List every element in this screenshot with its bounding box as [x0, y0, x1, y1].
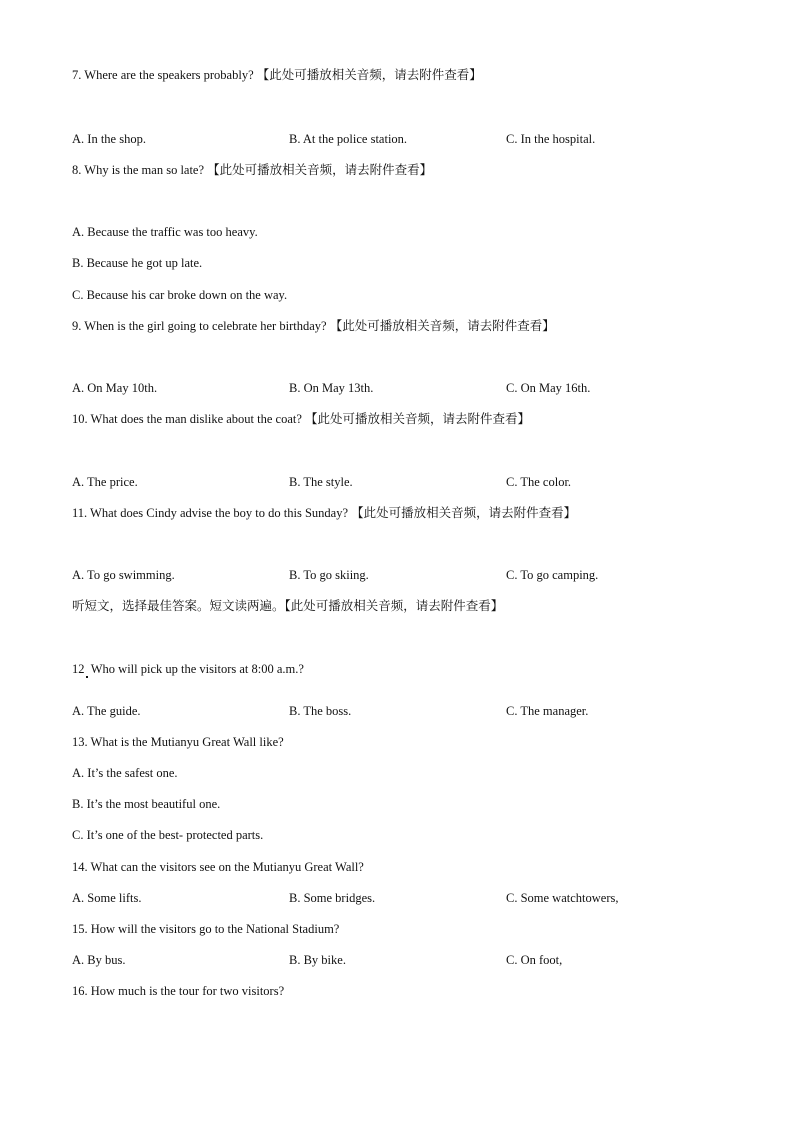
option-c: C. Because his car broke down on the way.: [72, 288, 288, 302]
stray-dot-mark: [86, 676, 88, 678]
option-a: A. It’s the safest one.: [72, 766, 178, 780]
option-b: B. Because he got up late.: [72, 256, 203, 270]
question-9: [72, 318, 555, 334]
option-c: C. To go camping.: [506, 568, 599, 582]
question-10-prompt: 10. What does the man dislike about the coat?: [72, 412, 302, 426]
question-number: 12: [72, 662, 85, 676]
option-c: C. On foot,: [506, 953, 563, 967]
option-a: A. To go swimming.: [72, 568, 175, 582]
question-13-prompt: 13. What is the Mutianyu Great Wall like?: [72, 735, 284, 749]
option-b: B. To go skiing.: [289, 568, 369, 582]
question-8: [72, 162, 432, 178]
option-c: C. It’s one of the best- protected parts.: [72, 828, 264, 842]
question-11-prompt: 11. What does Cindy advise the boy to do this Sunday?: [72, 506, 349, 520]
option-a: A. Some lifts.: [72, 891, 142, 905]
option-b: B. It’s the most beautiful one.: [72, 797, 221, 811]
question-8-prompt: 8. Why is the man so late?: [72, 163, 205, 177]
section-instruction-text: 听短文，选择最佳答案。短文读两遍。: [72, 598, 285, 613]
audio-placeholder[interactable]: 【此处可播放相关音频，请去附件查看】: [351, 505, 577, 520]
option-a: A. By bus.: [72, 953, 126, 967]
option-c: C. The color.: [506, 475, 572, 489]
question-7: [72, 67, 482, 83]
audio-placeholder[interactable]: 【此处可播放相关音频，请去附件查看】: [207, 162, 433, 177]
option-b: B. Some bridges.: [289, 891, 376, 905]
option-b: B. On May 13th.: [289, 381, 374, 395]
option-c: C. On May 16th.: [506, 381, 591, 395]
question-15-prompt: 15. How will the visitors go to the National Stadium?: [72, 922, 340, 936]
option-c: C. The manager.: [506, 704, 589, 718]
question-10: [72, 411, 530, 427]
option-a: A. On May 10th.: [72, 381, 158, 395]
audio-placeholder[interactable]: 【此处可播放相关音频，请去附件查看】: [329, 318, 555, 333]
question-11: [72, 505, 576, 521]
audio-placeholder[interactable]: 【此处可播放相关音频，请去附件查看】: [284, 598, 504, 613]
question-9-prompt: 9. When is the girl going to celebrate her birthday?: [72, 319, 327, 333]
audio-placeholder[interactable]: 【此处可播放相关音频，请去附件查看】: [305, 411, 531, 426]
option-c: C. In the hospital.: [506, 132, 596, 146]
option-a: A. In the shop.: [72, 132, 146, 146]
question-12: [72, 661, 304, 677]
audio-placeholder[interactable]: 【此处可播放相关音频，请去附件查看】: [256, 67, 482, 82]
option-c: C. Some watchtowers,: [506, 891, 619, 905]
question-16-prompt: 16. How much is the tour for two visitors?: [72, 984, 285, 998]
option-a: A. The price.: [72, 475, 138, 489]
question-7-prompt: 7. Where are the speakers probably?: [72, 68, 254, 82]
option-a: A. The guide.: [72, 704, 141, 718]
option-b: B. By bike.: [289, 953, 346, 967]
question-14-prompt: 14. What can the visitors see on the Mutianyu Great Wall?: [72, 860, 364, 874]
section-instruction: [72, 598, 503, 614]
question-12-prompt: Who will pick up the visitors at 8:00 a.m.?: [90, 662, 304, 676]
option-b: B. The boss.: [289, 704, 352, 718]
option-a: A. Because the traffic was too heavy.: [72, 225, 258, 239]
option-b: B. The style.: [289, 475, 353, 489]
option-b: B. At the police station.: [289, 132, 408, 146]
